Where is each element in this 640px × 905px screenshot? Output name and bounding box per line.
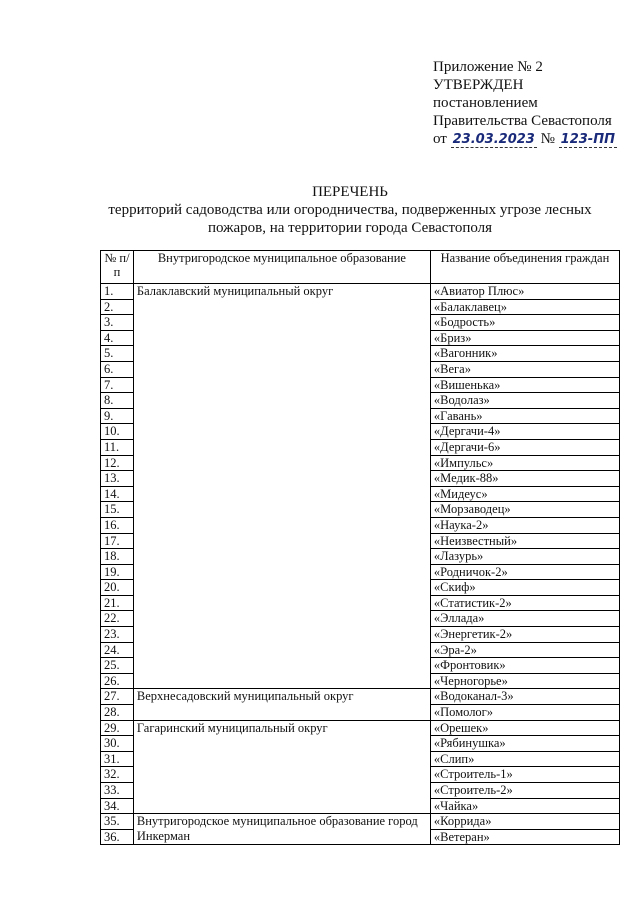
territories-table [100, 250, 620, 845]
number-prefix: № [540, 131, 555, 147]
row-number: 30. [101, 736, 134, 752]
association-name: «Наука-2» [430, 517, 619, 533]
row-number: 16. [101, 517, 134, 533]
association-name: «Авиатор Плюс» [430, 284, 619, 300]
association-name: «Вишенька» [430, 377, 619, 393]
appendix-block [433, 58, 617, 149]
association-name: «Статистик-2» [430, 595, 619, 611]
association-name: «Гавань» [430, 408, 619, 424]
table-row [101, 720, 620, 736]
row-number: 18. [101, 549, 134, 565]
table-row [101, 689, 620, 705]
association-name: «Водоканал-3» [430, 689, 619, 705]
association-name: «Слип» [430, 751, 619, 767]
date-prefix: от [433, 131, 447, 147]
association-name: «Медик-88» [430, 471, 619, 487]
association-name: «Эллада» [430, 611, 619, 627]
row-number: 25. [101, 658, 134, 674]
row-number: 6. [101, 361, 134, 377]
association-name: «Коррида» [430, 814, 619, 830]
row-number: 4. [101, 330, 134, 346]
row-number: 14. [101, 486, 134, 502]
handwritten-number: 123-ПП [560, 132, 615, 147]
document-subtitle-line2: пожаров, на территории города Севастополя [207, 220, 493, 236]
table-header-row [101, 251, 620, 284]
table-row [101, 814, 620, 830]
district-cell: Внутригородское муниципальное образование город Инкерман [133, 814, 430, 845]
header-district: Внутригородское муниципальное образование [133, 251, 430, 284]
association-name: «Фронтовик» [430, 658, 619, 674]
row-number: 24. [101, 642, 134, 658]
association-name: «Дергачи-4» [430, 424, 619, 440]
row-number: 27. [101, 689, 134, 705]
association-name: «Черногорье» [430, 673, 619, 689]
district-cell: Балаклавский муниципальный округ [133, 284, 430, 689]
handwritten-date: 23.03.2023 [452, 132, 535, 147]
table-body [101, 284, 620, 845]
association-name: «Вагонник» [430, 346, 619, 362]
row-number: 7. [101, 377, 134, 393]
association-name: «Родничок-2» [430, 564, 619, 580]
association-name: «Строитель-2» [430, 783, 619, 799]
association-name: «Бодрость» [430, 315, 619, 331]
row-number: 9. [101, 408, 134, 424]
row-number: 22. [101, 611, 134, 627]
row-number: 17. [101, 533, 134, 549]
row-number: 8. [101, 393, 134, 409]
row-number: 19. [101, 564, 134, 580]
row-number: 35. [101, 814, 134, 830]
row-number: 12. [101, 455, 134, 471]
association-name: «Водолаз» [430, 393, 619, 409]
association-name: «Лазурь» [430, 549, 619, 565]
row-number: 31. [101, 751, 134, 767]
association-name: «Скиф» [430, 580, 619, 596]
association-name: «Эра-2» [430, 642, 619, 658]
row-number: 2. [101, 299, 134, 315]
district-cell: Гагаринский муниципальный округ [133, 720, 430, 814]
row-number: 34. [101, 798, 134, 814]
row-number: 13. [101, 471, 134, 487]
row-number: 33. [101, 783, 134, 799]
row-number: 11. [101, 439, 134, 455]
document-title: ПЕРЕЧЕНЬ [312, 184, 388, 200]
association-name: «Помолог» [430, 705, 619, 721]
row-number: 15. [101, 502, 134, 518]
association-name: «Мидеус» [430, 486, 619, 502]
association-name: «Морзаводец» [430, 502, 619, 518]
date-number-line [433, 130, 617, 149]
row-number: 5. [101, 346, 134, 362]
association-name: «Вега» [430, 361, 619, 377]
row-number: 28. [101, 705, 134, 721]
approved-label: УТВЕРЖДЕН [433, 77, 524, 93]
association-name: «Бриз» [430, 330, 619, 346]
association-name: «Энергетик-2» [430, 627, 619, 643]
header-num: № п/п [101, 251, 134, 284]
row-number: 26. [101, 673, 134, 689]
row-number: 29. [101, 720, 134, 736]
row-number: 20. [101, 580, 134, 596]
resolution-label: постановлением [433, 95, 538, 111]
row-number: 23. [101, 627, 134, 643]
association-name: «Орешек» [430, 720, 619, 736]
row-number: 3. [101, 315, 134, 331]
association-name: «Неизвестный» [430, 533, 619, 549]
association-name: «Ветеран» [430, 829, 619, 845]
row-number: 21. [101, 595, 134, 611]
association-name: «Балаклавец» [430, 299, 619, 315]
row-number: 32. [101, 767, 134, 783]
appendix-label: Приложение № 2 [433, 59, 543, 75]
government-label: Правительства Севастополя [433, 113, 612, 129]
table-row [101, 284, 620, 300]
row-number: 10. [101, 424, 134, 440]
row-number: 36. [101, 829, 134, 845]
row-number: 1. [101, 284, 134, 300]
association-name: «Рябинушка» [430, 736, 619, 752]
association-name: «Импульс» [430, 455, 619, 471]
association-name: «Дергачи-6» [430, 439, 619, 455]
association-name: «Чайка» [430, 798, 619, 814]
document-subtitle-line1: территорий садоводства или огородничества, подверженных угрозе лесных [108, 202, 592, 218]
header-association: Название объединения граждан [430, 251, 619, 284]
district-cell: Верхнесадовский муниципальный округ [133, 689, 430, 720]
association-name: «Строитель-1» [430, 767, 619, 783]
